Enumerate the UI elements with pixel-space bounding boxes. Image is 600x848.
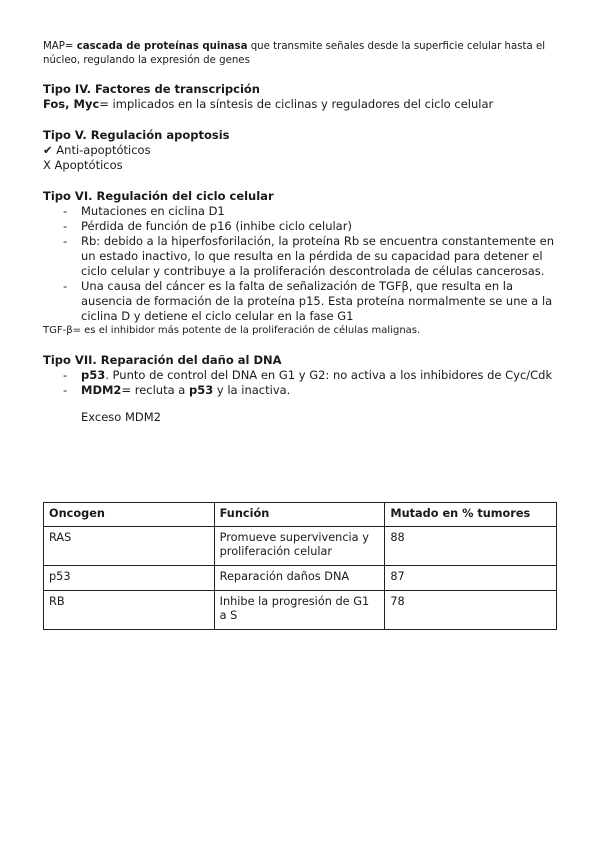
tipo4-bold: Fos, Myc [43,97,100,111]
table-header-row [44,503,557,527]
tipo4-text [43,97,563,112]
table-row [44,527,557,566]
header-oncogen: Oncogen [44,503,215,527]
list-item: - Una causa del cáncer es la falta de señalización de TGFβ, que resulta en la ausencia de formación de la proteína p15. Esta proteína normalmente se une a la ciclina D y detiene el ciclo celular en la fase G1 [63,279,553,323]
cell-mutado: 87 [385,566,557,591]
cell-mutado: 88 [385,527,557,566]
document-body [43,40,563,441]
cell-funcion: Inhibe la progresión de G1 a S [214,591,385,630]
tipo5-anti: ✔ Anti-apoptóticos [43,143,151,157]
heading-tipo6: Tipo VI. Regulación del ciclo celular [43,189,274,203]
tipo7-list [43,368,563,398]
cell-funcion: Reparación daños DNA [214,566,385,591]
tipo6-list [43,204,563,324]
section-tipo5 [43,128,563,173]
tipo5-pro: X Apoptóticos [43,158,123,172]
intro-rest: que transmite señales desde la superficie celular hasta el núcleo, regulando la expresión de genes [43,41,546,66]
intro-paragraph [43,40,563,68]
intro-prefix: MAP= [43,41,77,52]
exceso-mdm2: Exceso MDM2 [81,409,161,424]
cell-oncogen: RB [44,591,215,630]
tgf-note: TGF-β= es el inhibidor más potente de la proliferación de células malignas. [43,325,421,336]
list-item: - Rb: debido a la hiperfosforilación, la proteína Rb se encuentra constantemente en un estado inactivo, lo que resulta en la pérdida de su capacidad para detener el ciclo celular y contribuye a la proliferación descontrolada de células cancerosas. [63,234,555,278]
section-tipo7 [43,353,563,425]
cell-oncogen: RAS [44,527,215,566]
heading-tipo5: Tipo V. Regulación apoptosis [43,128,230,142]
table-row [44,566,557,591]
intro-bold: cascada de proteínas quinasa [76,41,248,52]
header-funcion: Función [214,503,385,527]
oncogen-table [43,502,557,630]
cell-oncogen: p53 [44,566,215,591]
list-item: - Pérdida de función de p16 (inhibe ciclo celular) [63,219,352,233]
tipo4-rest: = implicados en la síntesis de ciclinas y reguladores del ciclo celular [99,97,494,111]
cell-funcion: Promueve supervivencia y proliferación celular [214,527,385,566]
section-tipo4 [43,82,563,112]
list-item: - MDM2= recluta a p53 y la inactiva. [63,383,291,397]
table-row [44,591,557,630]
header-mutado: Mutado en % tumores [385,503,557,527]
heading-tipo4: Tipo IV. Factores de transcripción [43,82,260,96]
cell-mutado: 78 [385,591,557,630]
section-tipo6 [43,189,563,337]
heading-tipo7: Tipo VII. Reparación del daño al DNA [43,353,282,367]
list-item: - p53. Punto de control del DNA en G1 y G2: no activa a los inhibidores de Cyc/Cdk [63,368,553,382]
list-item: - Mutaciones en ciclina D1 [63,204,225,218]
